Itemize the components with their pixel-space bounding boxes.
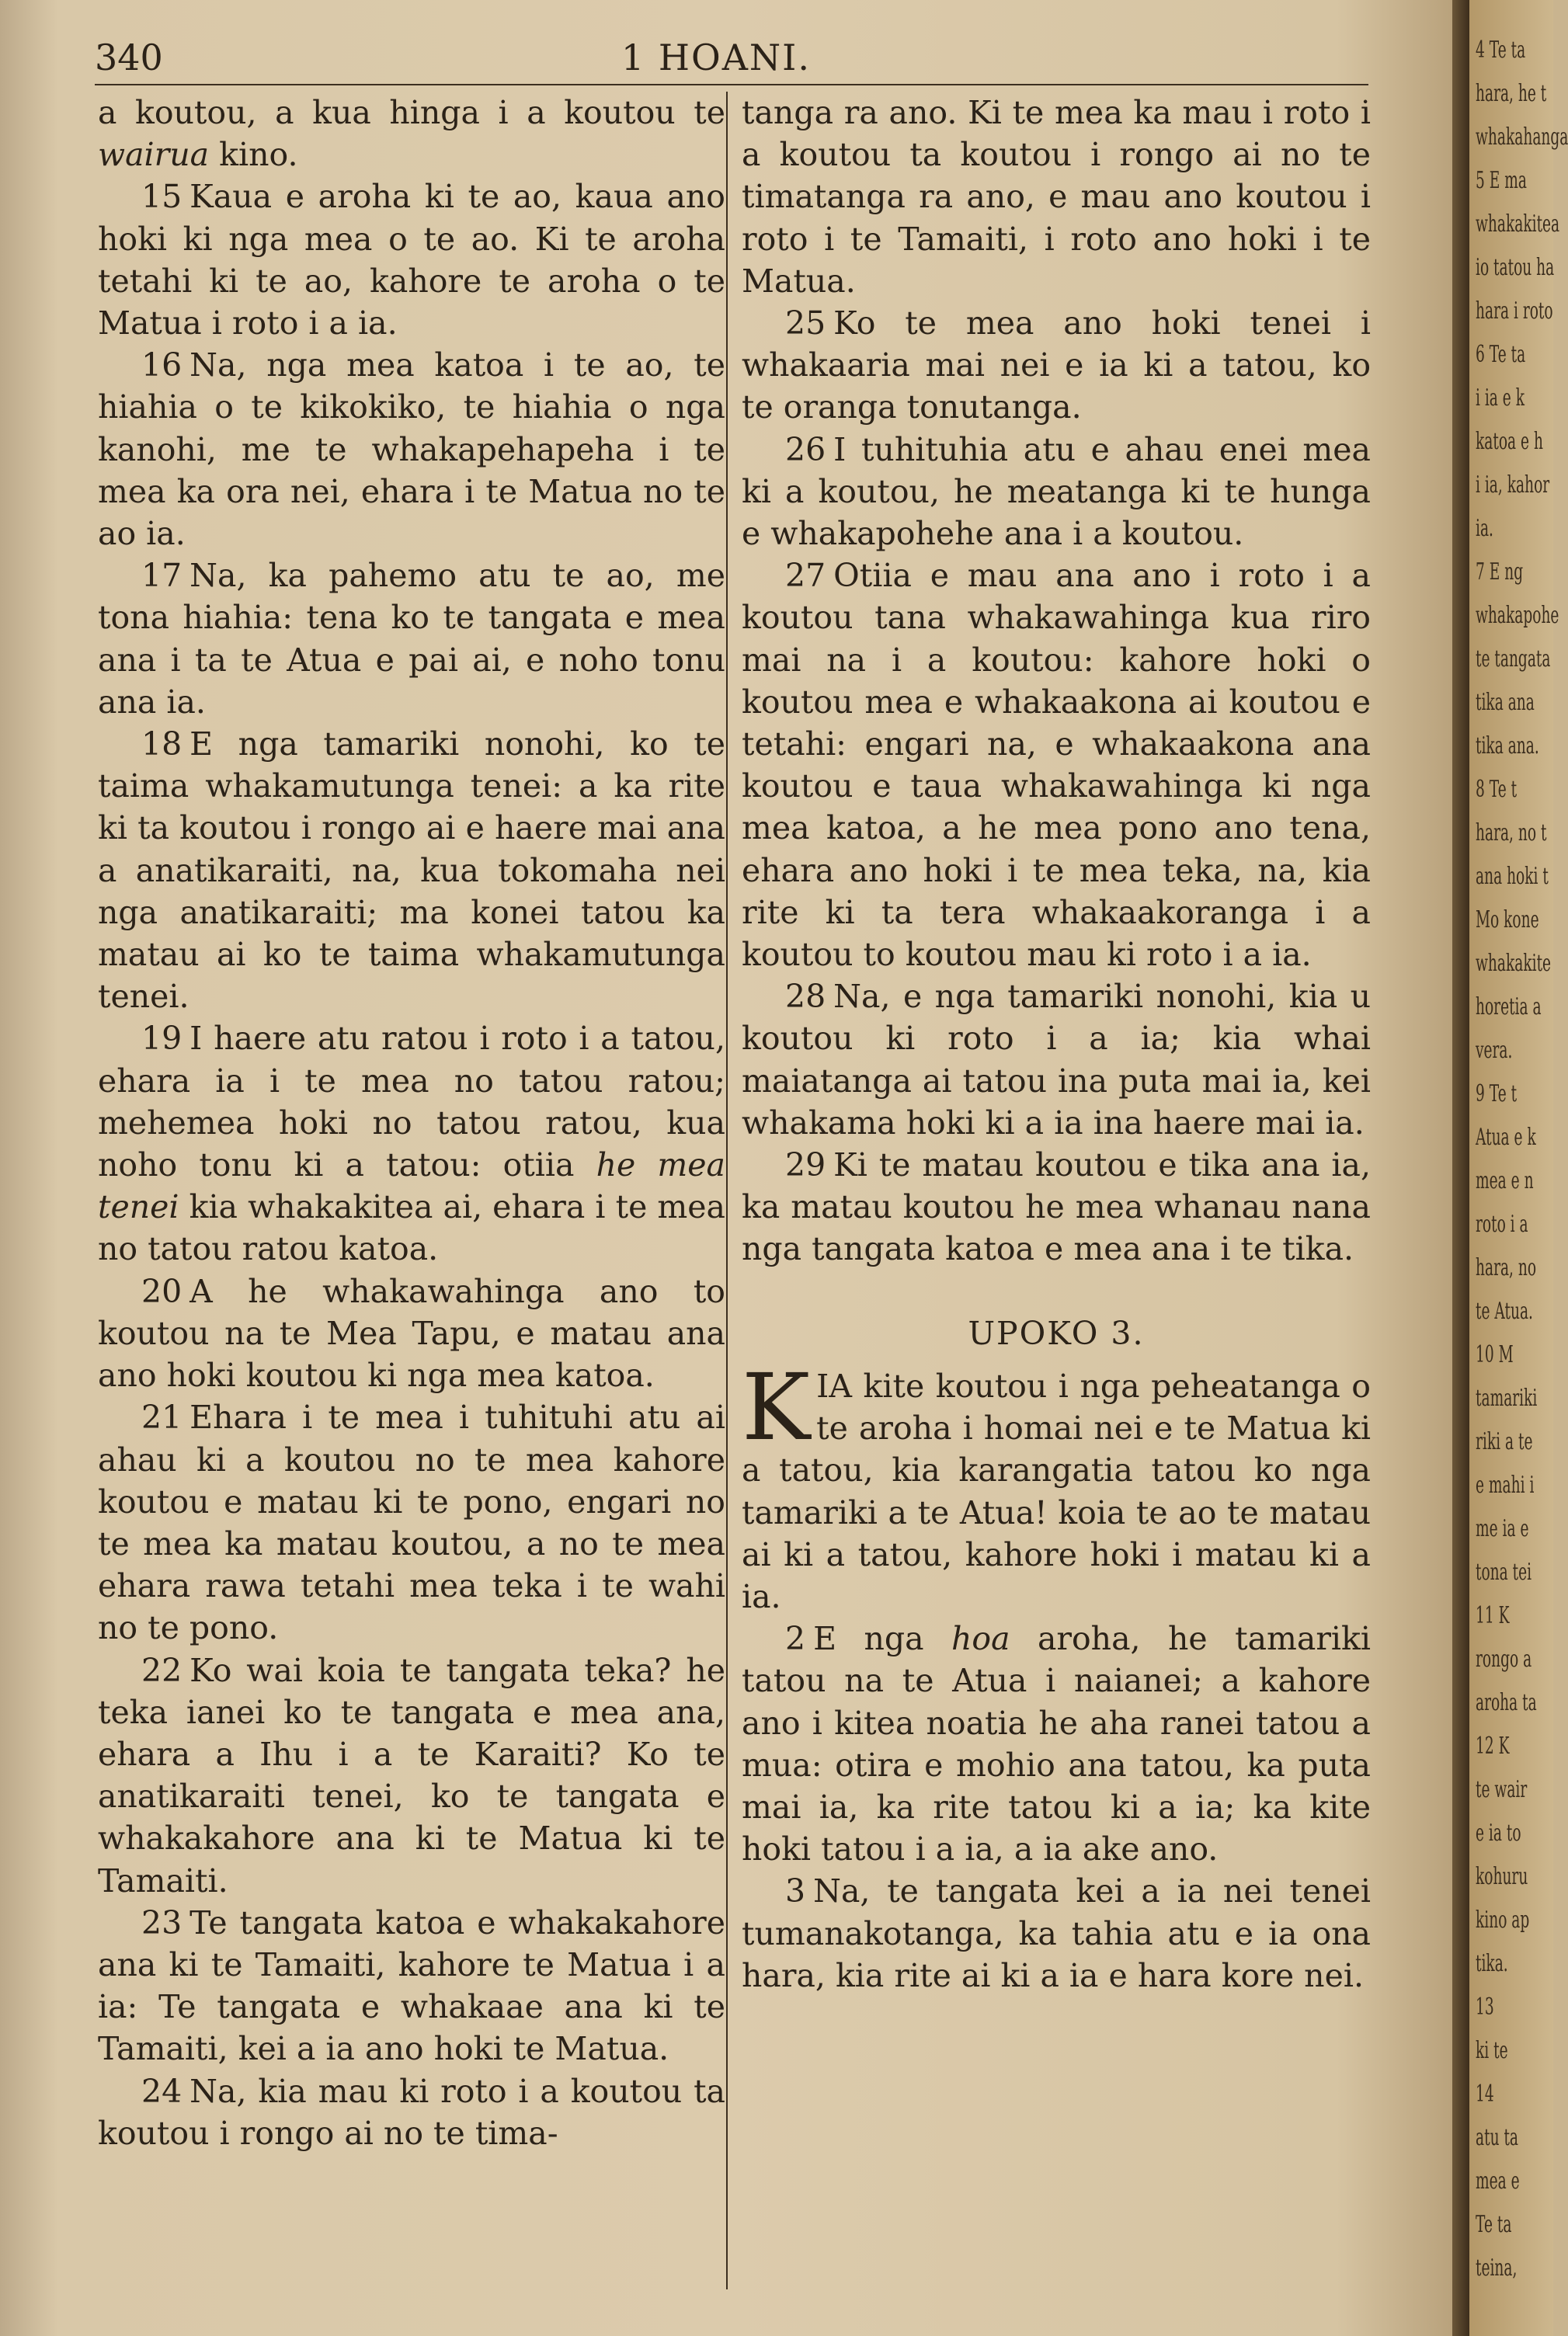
facing-page-fragment: Te ta — [1476, 2211, 1512, 2238]
facing-page-fragment: te wair — [1476, 1776, 1528, 1803]
facing-page-fragment: 10 M — [1476, 1341, 1514, 1368]
verse-paragraph — [98, 723, 725, 1017]
facing-page-fragment: hara i roto — [1476, 297, 1553, 325]
verse-number: 22 — [141, 1651, 183, 1689]
facing-page-fragment: aroha ta — [1476, 1689, 1537, 1716]
facing-page-fragment: atu ta — [1476, 2124, 1519, 2151]
verse-paragraph — [98, 176, 725, 344]
facing-page-fragment: ki te — [1476, 2037, 1508, 2064]
facing-page-fragment: horetia a — [1476, 993, 1542, 1020]
verse-text: E nga tamariki nonohi, ko te taima whakamutunga tenei: a ka rite ki ta koutou i rongo ai e haere mai ana a anatikaraiti, na, kua tokomaha nei nga anatikaraiti; ma konei tatou ka matau ai ko te taima whakamutunga tenei. — [98, 725, 725, 1016]
verse-number: 15 — [141, 178, 183, 216]
verse-text: Ko wai koia te tangata teka? he teka ianei ko te tangata e mea ana, ehara a Ihu i a te Karaiti? Ko te anatikaraiti tenei, ko te tangata e whakakahore ana ki te Matua ki te Tamaiti. — [98, 1651, 725, 1900]
verse-text: Kaua e aroha ki te ao, kaua ano hoki ki nga mea o te ao. Ki te aroha tetahi ki te ao, kahore te aroha o te Matua i roto i a ia. — [98, 178, 725, 342]
verse-text: Otiia e mau ana ano i roto i a koutou tana whakawahinga kua riro mai na i a koutou: kahore hoki o koutou mea e whakaakona ai koutou e tetahi: engari na, e whakaakona ana koutou e taua whakawahinga ki nga mea katoa, a he mea pono ano tena, ehara ano hoki i te mea teka, na, kia rite ki ta tera whakaakoranga i a koutou to koutou mau ki roto i a ia. — [742, 557, 1371, 974]
facing-page-fragment: e mahi i — [1476, 1472, 1535, 1499]
verse-paragraph — [98, 92, 725, 176]
facing-page-fragment: mea e — [1476, 2167, 1520, 2195]
facing-page-fragment: te Atua. — [1476, 1298, 1533, 1325]
running-title: 1 HOANI. — [621, 36, 811, 78]
verse-text: aroha, he tamariki tatou na te Atua i naianei; a kahore ano i kitea noatia he aha ranei tatou a mua: otira e mohio ana tatou, ka puta mai ia, ka rite tatou ki a ia; ka kite hoki tatou i a ia, a ia ake ano. — [742, 1620, 1372, 1868]
facing-page-fragment: 7 E ng — [1476, 558, 1524, 586]
chapter-heading: UPOKO 3. — [968, 1314, 1145, 1352]
verse-text: E nga — [813, 1620, 951, 1658]
facing-page-fragment: 13 — [1476, 1994, 1494, 2021]
verse-text: Na, kia mau ki roto i a koutou ta koutou i rongo ai no te tima- — [98, 2072, 725, 2152]
facing-page-fragment: mea e n — [1476, 1167, 1534, 1194]
facing-page-fragment: rongo a — [1476, 1646, 1532, 1673]
verse-paragraph — [98, 1271, 725, 1397]
verse-number: 19 — [141, 1020, 183, 1058]
verse-text: Na, te tangata kei a ia nei tenei tumanakotanga, ka tahia atu e ia ona hara, kia rite ai ki a ia e hara kore nei. — [742, 1872, 1371, 1994]
facing-page-fragment: tika ana — [1476, 689, 1535, 716]
facing-page-fragment: kohuru — [1476, 1863, 1528, 1890]
column-divider — [726, 92, 728, 2289]
verse-text: kia whakakitea ai, ehara i te mea no tatou ratou katoa. — [98, 1188, 725, 1268]
verse-italic: wairua — [98, 136, 210, 174]
verse-number: 28 — [785, 978, 826, 1016]
facing-page-fragment: 9 Te t — [1476, 1080, 1518, 1107]
facing-page-fragment: tona tei — [1476, 1559, 1532, 1586]
verse-number: 26 — [785, 430, 826, 468]
verse-paragraph — [742, 92, 1371, 302]
facing-page-fragment: whakakite — [1476, 950, 1552, 977]
verse-paragraph — [98, 1902, 725, 2070]
header-rule — [95, 84, 1368, 85]
facing-page-fragment: hara, no — [1476, 1254, 1537, 1281]
facing-page-fragment: vera. — [1476, 1037, 1513, 1064]
facing-page-fragment: io tatou ha — [1476, 254, 1555, 281]
facing-page-fragment: 4 Te ta — [1476, 36, 1526, 64]
verse-text: tanga ra ano. Ki te mea ka mau i roto i a koutou ta koutou i rongo ai no te timatanga ra ano, e mau ano koutou i roto i te Tamaiti, i roto ano hoki i te Matua. — [742, 94, 1371, 300]
verse-number: 3 — [785, 1872, 806, 1910]
chapter-verses — [742, 1353, 1372, 1997]
verse-number: 20 — [141, 1272, 183, 1310]
verse-text: Ko te mea ano hoki tenei i whakaaria mai nei e ia ki a tatou, ko te oranga tonutanga. — [742, 304, 1371, 426]
verse-number: 2 — [785, 1620, 806, 1658]
facing-page-fragment: whakakitea — [1476, 210, 1560, 238]
verse-number: 24 — [141, 2072, 183, 2110]
verse-paragraph — [742, 429, 1371, 555]
chapter-opening-paragraph — [742, 1353, 1371, 1618]
verse-number: 29 — [785, 1146, 826, 1184]
drop-cap: K — [742, 1353, 811, 1461]
verse-text: IA kite koutou i nga peheatanga o te aroha i homai nei e te Matua ki a tatou, kia karangatia tatou ko nga tamariki a te Atua! koia te ao te matau ai ki a tatou, kahore hoki i matau ki a ia. — [742, 1367, 1371, 1615]
verse-paragraph — [98, 1649, 725, 1902]
facing-page-fragment: 8 Te t — [1476, 776, 1518, 803]
verse-paragraph — [98, 554, 725, 723]
facing-page-fragment: 5 E ma — [1476, 167, 1527, 194]
book-gutter — [1452, 0, 1469, 2336]
verse-text: Ki te matau koutou e tika ana ia, ka matau koutou he mea whanau nana nga tangata katoa e mea ana i te tika. — [742, 1146, 1371, 1268]
verse-paragraph — [742, 1144, 1371, 1271]
facing-page-fragment: 6 Te ta — [1476, 341, 1526, 368]
verse-italic: hoa — [951, 1620, 1010, 1658]
verse-paragraph — [742, 554, 1371, 975]
verse-number: 27 — [785, 557, 826, 595]
facing-page-fragment: whakahanga — [1476, 123, 1568, 151]
verse-text: I haere atu ratou i roto i a tatou, ehara ia i te mea no tatou ratou; mehemea hoki no tatou ratou, kua noho tonu ki a tatou: otiia — [98, 1020, 725, 1184]
facing-page-fragment: 11 K — [1476, 1602, 1510, 1629]
facing-page-fragment: i ia, kahor — [1476, 471, 1550, 499]
verse-paragraph — [98, 2070, 725, 2154]
facing-page-fragment: ia. — [1476, 515, 1493, 542]
verse-paragraph — [98, 1017, 725, 1270]
facing-page-fragment: hara, no t — [1476, 819, 1547, 846]
right-column-verses — [742, 92, 1371, 1271]
facing-page-fragment: tamariki — [1476, 1385, 1538, 1412]
verse-text: kino. — [209, 136, 298, 174]
verse-text: a koutou, a kua hinga i a koutou te — [98, 94, 725, 131]
verse-paragraph — [742, 975, 1371, 1144]
verse-text: Na, ka pahemo atu te ao, me tona hiahia: tena ko te tangata e mea ana i ta te Atua e pai ai, e noho tonu ana ia. — [98, 557, 725, 721]
right-column — [742, 92, 1371, 1997]
verse-number: 18 — [141, 725, 183, 763]
verse-number: 16 — [141, 346, 183, 384]
verse-text: Na, nga mea katoa i te ao, te hiahia o te kikokiko, te hiahia o nga kanohi, me te whakapehapeha i te mea ka ora nei, ehara i te Matua no te ao ia. — [98, 346, 725, 553]
facing-page-fragment: Atua e k — [1476, 1124, 1536, 1151]
verse-number: 17 — [141, 557, 183, 595]
verse-text: Te tangata katoa e whakakahore ana ki te Tamaiti, kahore te Matua i a ia: Te tangata e whakaae ana ki te Tamaiti, kei a ia ano hoki te Matua. — [98, 1903, 725, 2068]
facing-page-fragment: Mo kone — [1476, 906, 1539, 933]
facing-page-fragment: hara, he t — [1476, 80, 1547, 107]
page-number: 340 — [95, 36, 163, 78]
verse-paragraph — [98, 1396, 725, 1649]
facing-page-fragment: 14 — [1476, 2080, 1494, 2108]
verse-paragraph — [742, 1618, 1371, 1870]
left-column — [98, 92, 725, 2154]
facing-page-fragment: tika. — [1476, 1950, 1508, 1977]
verse-paragraph — [742, 302, 1371, 429]
facing-page-edge — [1469, 0, 1568, 2336]
verse-paragraph — [98, 344, 725, 554]
facing-page-fragment: i ia e k — [1476, 384, 1525, 412]
verse-paragraph — [742, 1870, 1371, 1997]
facing-page-fragment: te tangata — [1476, 645, 1551, 673]
verse-text: I tuhituhia atu e ahau enei mea ki a koutou, he meatanga ki te hunga e whakapohehe ana i a koutou. — [742, 430, 1371, 553]
facing-page-fragment: teina, — [1476, 2254, 1518, 2282]
verse-number: 23 — [141, 1903, 183, 1941]
verse-text: Ehara i te mea i tuhituhi atu ai ahau ki a koutou no te mea kahore koutou e matau ki te pono, engari no te mea ka matau koutou, a no te mea ehara rawa tetahi mea teka i te wahi no te pono. — [98, 1399, 725, 1647]
verse-text: Na, e nga tamariki nonohi, kia u koutou ki roto i a ia; kia whai maiatanga ai tatou ina puta mai ia, kei whakama hoki ki a ia ina haere mai ia. — [742, 978, 1371, 1142]
facing-page-fragment: roto i a — [1476, 1211, 1528, 1238]
verse-number: 21 — [141, 1399, 183, 1437]
facing-page-fragment: e ia to — [1476, 1820, 1521, 1847]
facing-page-fragment: me ia e — [1476, 1515, 1529, 1542]
page-header — [0, 34, 1452, 81]
facing-page-fragment: whakapohe — [1476, 602, 1559, 629]
verse-italic: he mea tenei — [98, 1146, 725, 1226]
facing-page-fragment: katoa e h — [1476, 428, 1543, 455]
verse-text: A he whakawahinga ano to koutou na te Mea Tapu, e matau ana ano hoki koutou ki nga mea katoa. — [98, 1272, 725, 1395]
facing-page-fragment: kino ap — [1476, 1907, 1530, 1934]
facing-page-fragment: 12 K — [1476, 1733, 1510, 1760]
facing-page-fragment: riki a te — [1476, 1428, 1533, 1455]
facing-page-fragment: tika ana. — [1476, 732, 1539, 760]
facing-page-fragment: ana hoki t — [1476, 863, 1549, 890]
verse-number: 25 — [785, 304, 826, 342]
